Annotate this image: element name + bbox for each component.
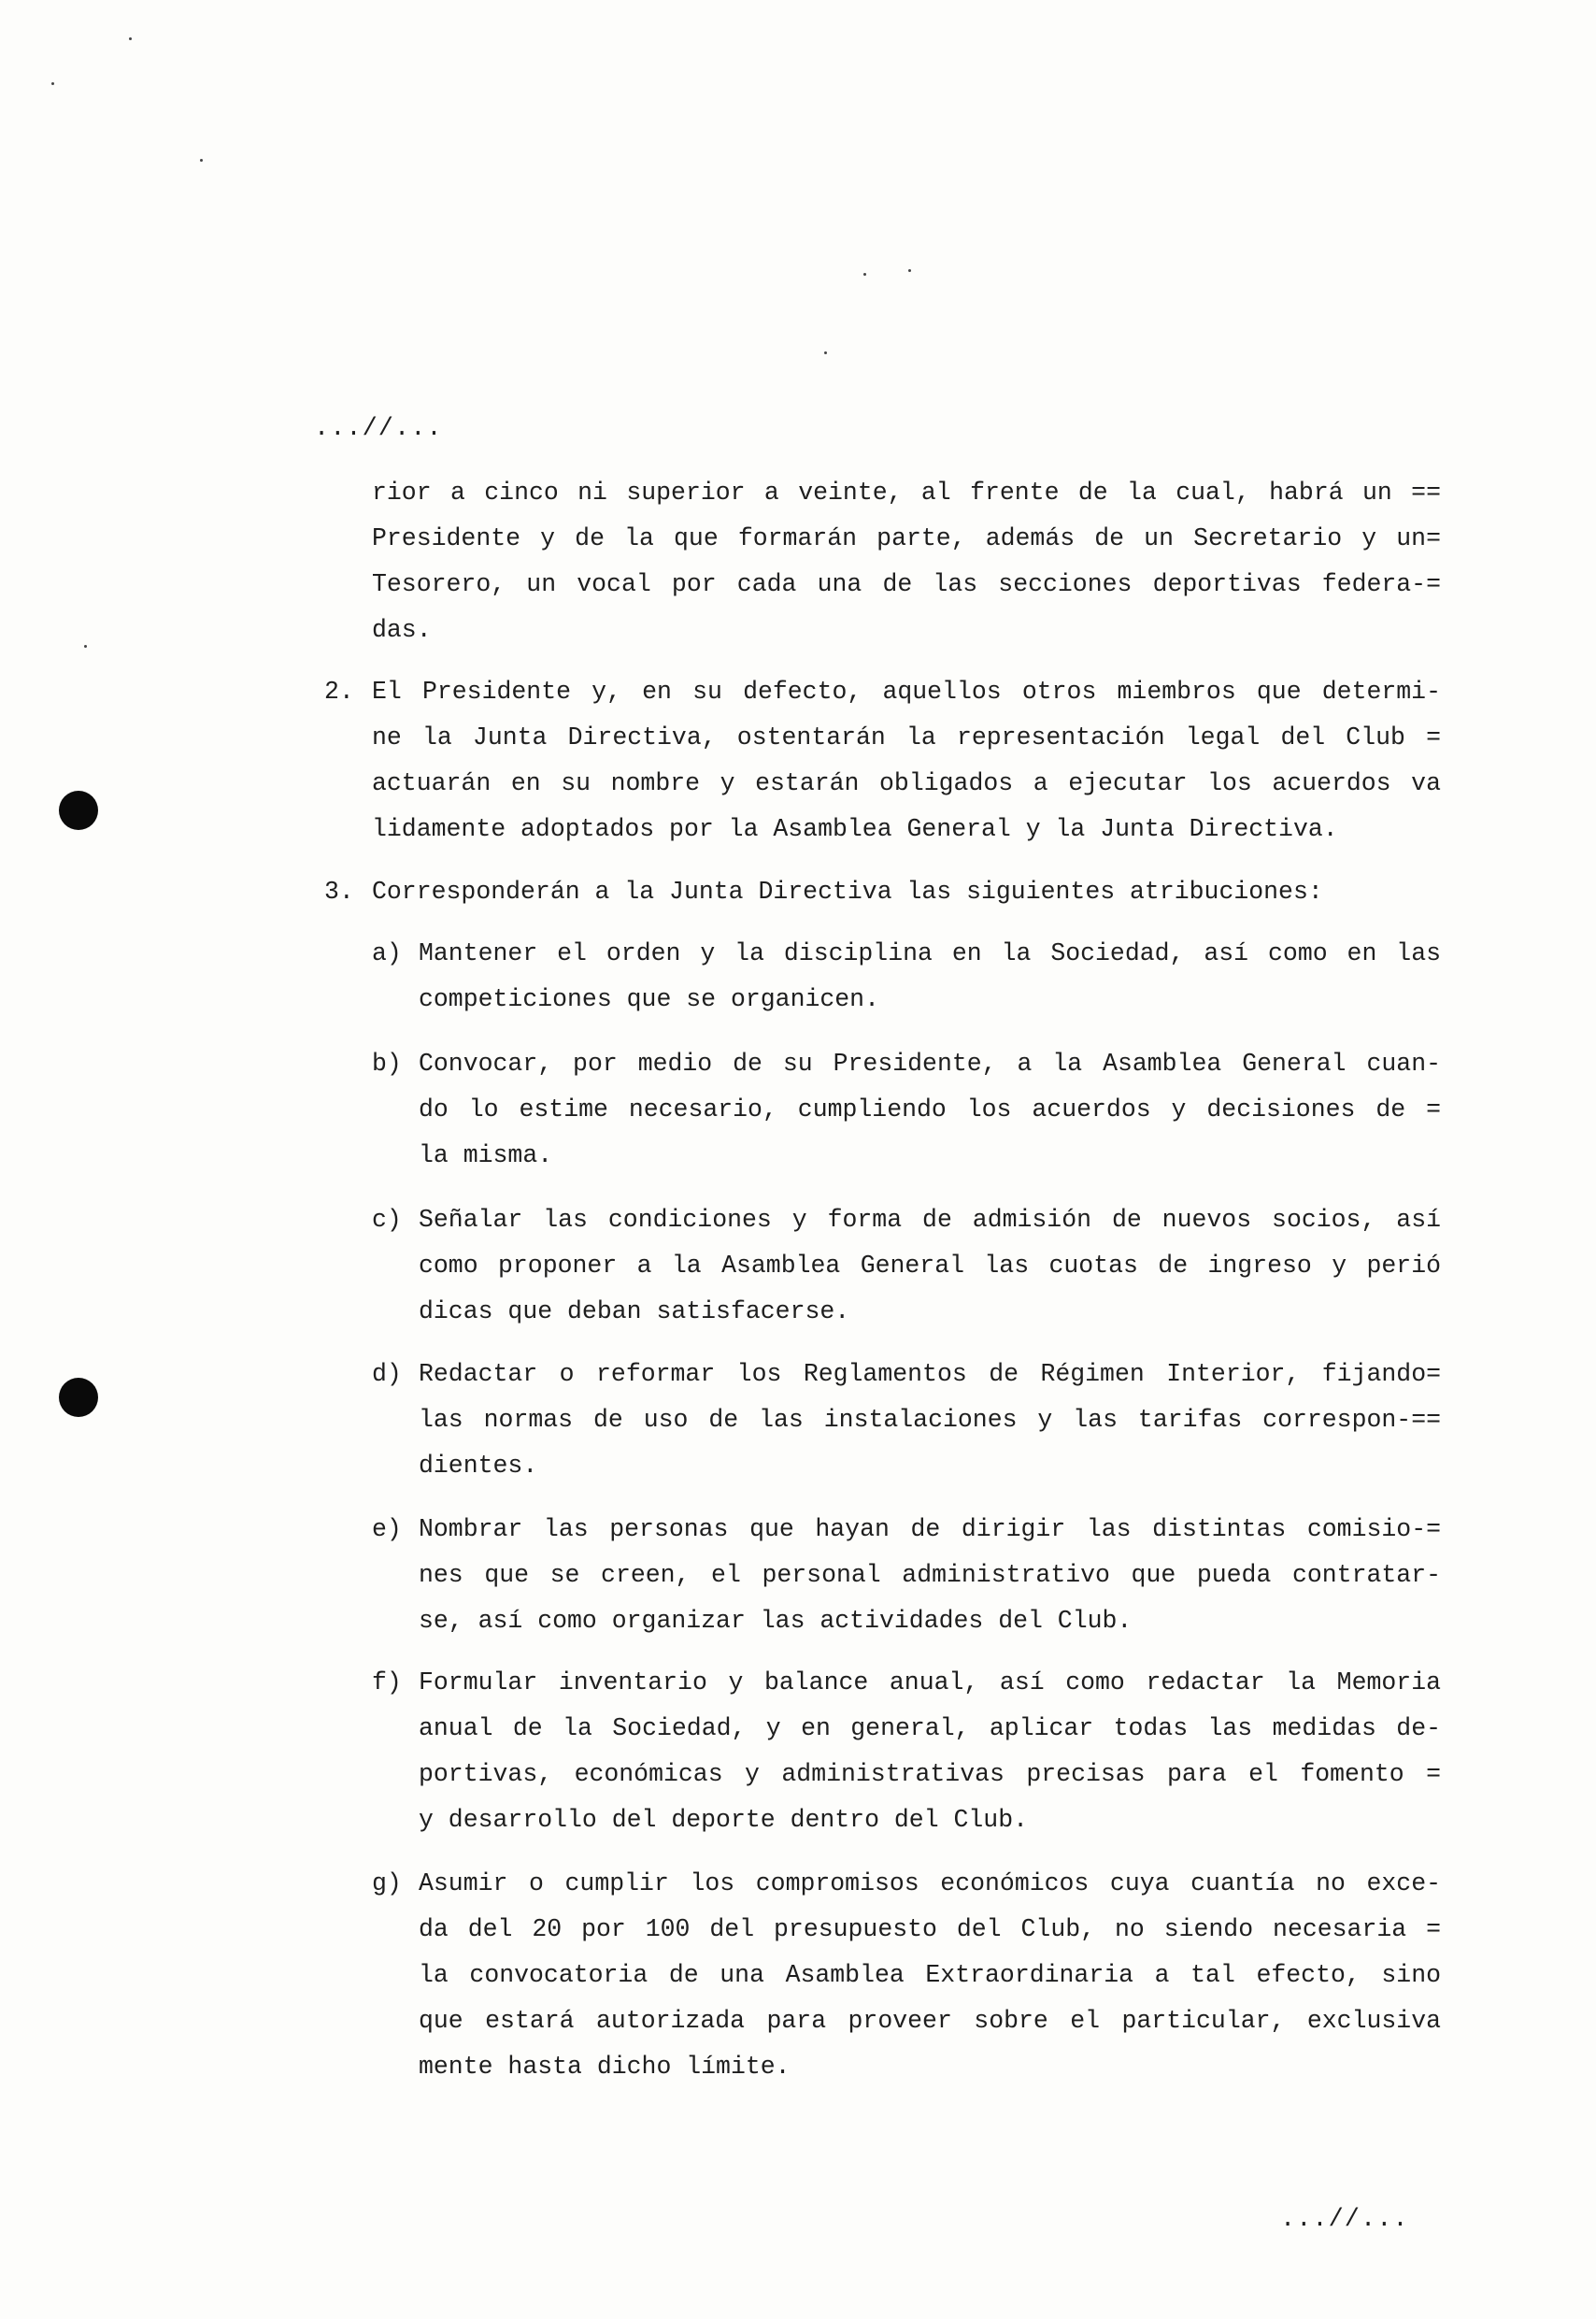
text-line: competiciones que se organicen. [419,985,879,1013]
item-number: 3. [324,878,354,906]
text-line: actuarán en su nombre y estarán obligados a ejecutar los acuerdos va [372,769,1441,797]
scan-speck [129,37,132,40]
text-line: portivas, económicas y administrativas precisas para el fomento = [419,1760,1441,1788]
scan-speck [84,645,87,648]
text-line: Redactar o reformar los Reglamentos de Régimen Interior, fijando= [419,1360,1441,1388]
text-line: mente hasta dicho límite. [419,2053,791,2081]
text-line: El Presidente y, en su defecto, aquellos otros miembros que determi- [372,678,1441,706]
text-line: dicas que deban satisfacerse. [419,1297,850,1325]
text-line: como proponer a la Asamblea General las cuotas de ingreso y perió [419,1252,1441,1280]
subitem-letter: d) [372,1360,402,1388]
text-line: Señalar las condiciones y forma de admisión de nuevos socios, así [419,1206,1441,1234]
scan-speck [824,351,827,354]
item-number: 2. [324,678,354,706]
text-line: lidamente adoptados por la Asamblea General y la Junta Directiva. [372,815,1338,843]
subitem-letter: e) [372,1515,402,1543]
text-line: se, así como organizar las actividades del Club. [419,1607,1133,1635]
text-line: da del 20 por 100 del presupuesto del Club, no siendo necesaria = [419,1915,1441,1943]
text-line: Presidente y de la que formarán parte, además de un Secretario y un= [372,524,1441,552]
punch-hole-top [59,791,98,830]
scan-speck [200,159,203,162]
text-line: que estará autorizada para proveer sobre el particular, exclusiva [419,2007,1441,2035]
text-line: das. [372,616,432,644]
footer-continuation-marker: ...//... [1280,2206,1409,2234]
text-line: la misma. [419,1141,553,1169]
header-continuation-marker: ...//... [314,415,443,443]
text-line: dientes. [419,1452,538,1480]
text-line: Formular inventario y balance anual, así como redactar la Memoria [419,1668,1441,1696]
text-line: rior a cinco ni superior a veinte, al frente de la cual, habrá un == [372,479,1441,507]
punch-hole-bottom [59,1378,98,1417]
text-line: y desarrollo del deporte dentro del Club. [419,1806,1029,1834]
scan-speck [51,82,54,85]
text-line: las normas de uso de las instalaciones y las tarifas correspon-== [419,1406,1441,1434]
text-line: Nombrar las personas que hayan de dirigir las distintas comisio-= [419,1515,1441,1543]
text-line: Mantener el orden y la disciplina en la Sociedad, así como en las [419,939,1441,967]
scan-speck [908,269,911,272]
text-line: do lo estime necesario, cumpliendo los acuerdos y decisiones de = [419,1095,1441,1124]
text-line: Corresponderán a la Junta Directiva las siguientes atribuciones: [372,878,1323,906]
text-line: Convocar, por medio de su Presidente, a la Asamblea General cuan- [419,1050,1441,1078]
text-line: nes que se creen, el personal administrativo que pueda contratar- [419,1561,1441,1589]
subitem-letter: c) [372,1206,402,1234]
text-line: Asumir o cumplir los compromisos económicos cuya cuantía no exce- [419,1869,1441,1897]
text-line: Tesorero, un vocal por cada una de las secciones deportivas federa-= [372,570,1441,598]
subitem-letter: a) [372,939,402,967]
subitem-letter: b) [372,1050,402,1078]
subitem-letter: g) [372,1869,402,1897]
scan-speck [863,273,866,276]
text-line: ne la Junta Directiva, ostentarán la representación legal del Club = [372,723,1441,752]
text-line: anual de la Sociedad, y en general, aplicar todas las medidas de- [419,1714,1441,1742]
subitem-letter: f) [372,1668,402,1696]
text-line: la convocatoria de una Asamblea Extraordinaria a tal efecto, sino [419,1961,1441,1989]
